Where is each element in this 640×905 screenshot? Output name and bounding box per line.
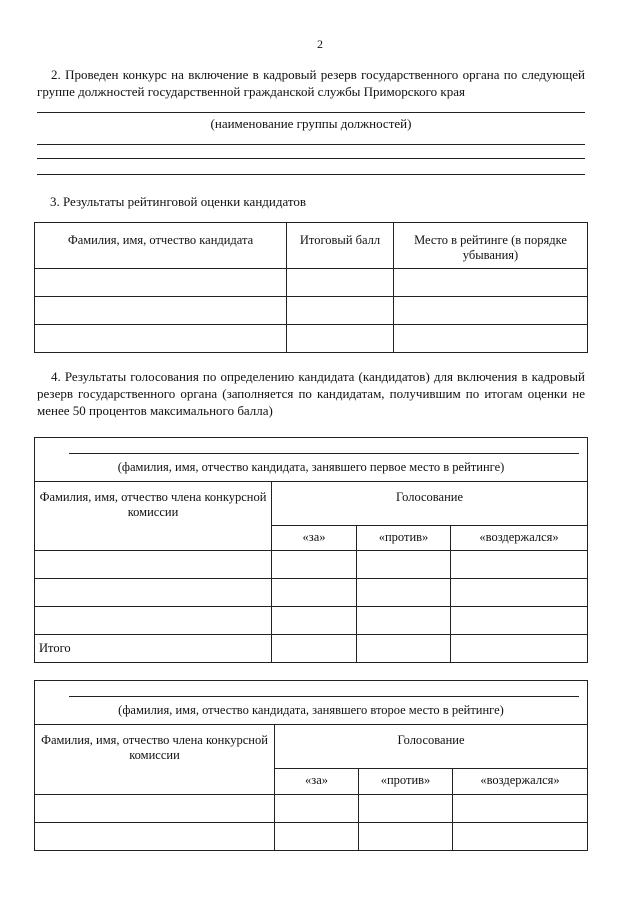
candidate-title-row — [35, 438, 588, 482]
table-row — [35, 823, 588, 851]
table-row — [35, 297, 588, 325]
section-4-text: 4. Результаты голосования по определению кандидата (кандидатов) для включения в кадровый резерв государственного органа (заполняется по кандидатам, получившим по итогам оценки не менее 50 процентов максимального балла) — [37, 369, 585, 418]
rating-header-row — [35, 223, 588, 269]
table-row — [35, 269, 588, 297]
total-row — [35, 635, 588, 663]
group-name-caption: (наименование группы должностей) — [210, 116, 412, 131]
voting-header: Голосование — [272, 482, 588, 526]
vote-table-second-place — [34, 680, 588, 851]
vote-abstain-header: «воздержался» — [451, 526, 588, 551]
table-row — [35, 795, 588, 823]
blank-line-3 — [37, 174, 585, 175]
vote-header-row — [35, 482, 588, 526]
member-name-header: Фамилия, имя, отчество члена конкурсной комиссии — [35, 725, 275, 795]
candidate-title-row — [35, 681, 588, 725]
total-label: Итого — [35, 635, 272, 663]
section-3-heading: 3. Результаты рейтинговой оценки кандидатов — [50, 194, 307, 209]
vote-for-header: «за» — [272, 526, 357, 551]
col-total-score: Итоговый балл — [287, 223, 394, 269]
table-row — [35, 325, 588, 353]
candidate-name-line — [69, 696, 579, 697]
col-candidate-name: Фамилия, имя, отчество кандидата — [35, 223, 287, 269]
member-name-header: Фамилия, имя, отчество члена конкурсной комиссии — [35, 482, 272, 551]
col-rating-place: Место в рейтинге (в порядке убывания) — [394, 223, 588, 269]
vote-for-header: «за» — [275, 769, 359, 795]
candidate-name-line — [69, 453, 579, 454]
page-number: 2 — [317, 37, 323, 51]
rating-table — [34, 222, 588, 353]
voting-header: Голосование — [275, 725, 588, 769]
candidate-caption: (фамилия, имя, отчество кандидата, занявшего первое место в рейтинге) — [117, 460, 505, 474]
blank-line-2 — [37, 158, 585, 159]
vote-against-header: «против» — [357, 526, 451, 551]
group-name-line — [37, 112, 585, 113]
section-2-text: 2. Проведен конкурс на включение в кадровый резерв государственного органа по следующей группе должностей государственной гражданской службы Приморского края — [37, 67, 585, 99]
vote-abstain-header: «воздержался» — [453, 769, 588, 795]
table-row — [35, 551, 588, 579]
blank-line-1 — [37, 144, 585, 145]
vote-against-header: «против» — [359, 769, 453, 795]
table-row — [35, 607, 588, 635]
vote-table-first-place — [34, 437, 588, 663]
table-row — [35, 579, 588, 607]
vote-header-row — [35, 725, 588, 769]
candidate-caption: (фамилия, имя, отчество кандидата, занявшего второе место в рейтинге) — [118, 703, 504, 717]
